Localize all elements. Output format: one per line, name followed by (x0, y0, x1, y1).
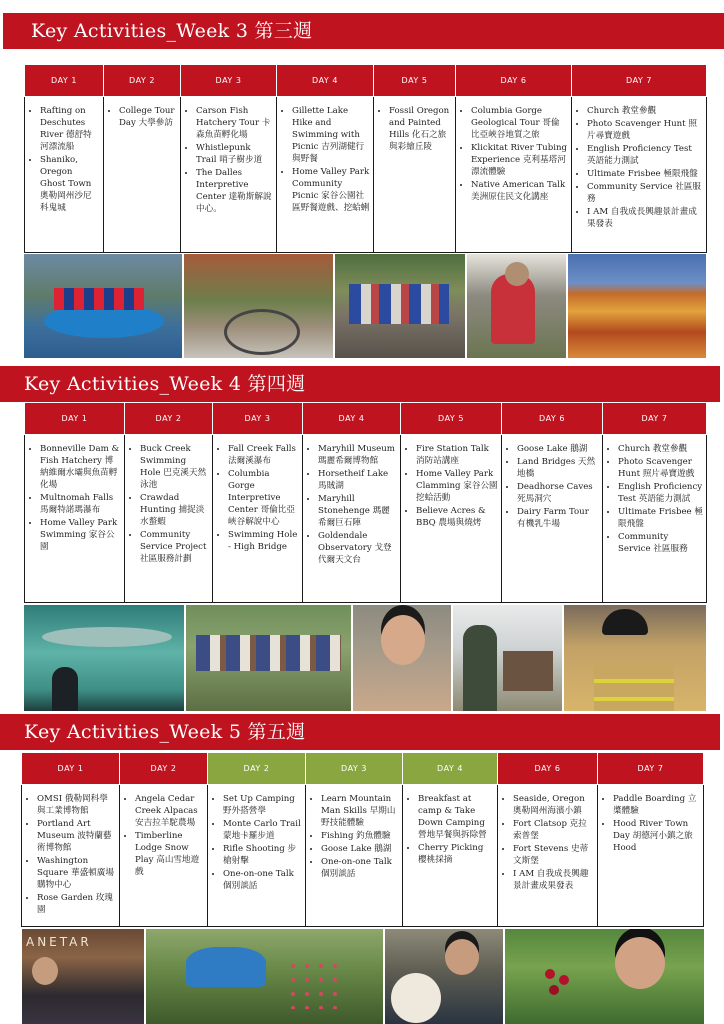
activity-item: • Goose Lake 鵝湖 (321, 843, 399, 855)
activity-item: • Ultimate Frisbee 極限飛盤 (618, 506, 703, 530)
activity-item: • One-on-one Talk 個別談話 (223, 868, 302, 892)
activity-item: • Crawdad Hunting 捕捉淡水螯蝦 (140, 492, 209, 528)
activity-item: • Fall Creek Falls 法爾溪瀑布 (228, 443, 299, 467)
activity-item: • Rose Garden 玫瑰園 (37, 892, 116, 916)
photo-alpaca-girl (385, 929, 503, 1024)
activity-item: • Home Valley Park Swimming 家谷公園 (40, 517, 121, 553)
activity-item: • Carson Fish Hatchery Tour 卡森魚苗孵化場 (196, 105, 273, 141)
activity-item: • Maryhill Stonehenge 瑪麗希爾巨石陣 (318, 493, 397, 529)
activity-item: • Community Service 社區服務 (618, 531, 703, 555)
activity-item: • Church 教堂參觀 (587, 105, 703, 117)
week5-title: Key Activities_Week 5 第五週 (24, 721, 306, 743)
activity-item: • OMSI 俄勒岡科學與工業博物館 (37, 793, 116, 817)
day-header: DAY 6 (502, 403, 603, 435)
activity-item: • Columbia Gorge Geological Tour 哥倫比亞峽谷地質之旅 (471, 105, 568, 141)
activity-item: • Multnomah Falls 馬爾特諾瑪瀑布 (40, 492, 121, 516)
day-header: DAY 2 (104, 65, 181, 97)
week5-photo-strip (22, 929, 704, 1024)
photo-group-forest (186, 605, 352, 711)
activity-item: • Fishing 釣魚體驗 (321, 830, 399, 842)
activity-item: • Paddle Boarding 立槳體驗 (613, 793, 700, 817)
activity-item: • Dairy Farm Tour 有機乳牛場 (517, 506, 599, 530)
week3-schedule (24, 64, 706, 253)
activity-item: • Home Valley Park Clamming 家谷公園挖蛤活動 (416, 468, 498, 504)
activity-item: • English Proficiency Test 英語能力測試 (618, 481, 703, 505)
day-cell (22, 785, 120, 927)
day-header: DAY 7 (603, 403, 707, 435)
activity-item: • College Tour Day 大學參訪 (119, 105, 177, 129)
day-cell (213, 435, 303, 603)
activity-item: • Community Service Project 社區服務計劃 (140, 529, 209, 565)
activity-item: • Seaside, Oregon 奧勒岡州海濱小鎮 (513, 793, 594, 817)
activity-item: • Monte Carlo Trail 蒙地卡羅步道 (223, 818, 302, 842)
day-header: DAY 6 (456, 65, 572, 97)
day-header: DAY 7 (598, 753, 704, 785)
day-header: DAY 3 (181, 65, 277, 97)
activity-item: • Rafting on Deschutes River 德舒特河漂流船 (40, 105, 100, 153)
activity-item: • I AM 自我成長興趣景計畫成果發表 (513, 868, 594, 892)
day-header: DAY 3 (213, 403, 303, 435)
activity-item: • Goldendale Observatory 戈登代爾天文台 (318, 530, 397, 566)
activity-item: • Klickitat River Tubing Experience 克利基塔河漂流體驗 (471, 142, 568, 178)
day-cell (598, 785, 704, 927)
day-header: DAY 4 (303, 403, 401, 435)
week4-title-banner (0, 366, 720, 402)
day-cell (181, 97, 277, 253)
day-cell (208, 785, 306, 927)
photo-trail-bikes (184, 254, 334, 358)
day-header: DAY 2 (125, 403, 213, 435)
day-header: DAY 2 (120, 753, 208, 785)
day-cell (374, 97, 456, 253)
activity-item: • Set Up Camping 野外搭營學 (223, 793, 302, 817)
day-cell (403, 785, 498, 927)
activity-item: • The Dalles Interpretive Center 達勒斯解說中心。 (196, 167, 273, 215)
photo-fish-tank (24, 605, 184, 711)
photo-painted-hills (568, 254, 706, 358)
activity-item: • Horsetheif Lake 馬賊湖 (318, 468, 397, 492)
activity-item: • Church 教堂參觀 (618, 443, 703, 455)
photo-firefighter (564, 605, 706, 711)
day-header: DAY 3 (306, 753, 403, 785)
activity-item: • Cherry Picking 櫻桃採摘 (418, 842, 494, 866)
day-cell (603, 435, 707, 603)
activity-item: • Learn Mountain Man Skills 早期山野技能體驗 (321, 793, 399, 829)
activity-item: • Fossil Oregon and Painted Hills 化石之旅與彩繪丘陵 (389, 105, 452, 153)
activity-item: • Timberline Lodge Snow Play 高山雪地遊戲 (135, 830, 204, 878)
day-cell (125, 435, 213, 603)
day-header: DAY 4 (277, 65, 374, 97)
week5-schedule (21, 752, 703, 927)
day-cell (104, 97, 181, 253)
week5-title-banner (0, 714, 720, 750)
photo-alpaca-trail (146, 929, 383, 1024)
day-header: DAY 2 (208, 753, 306, 785)
day-cell (401, 435, 502, 603)
activity-item: • Breakfast at camp & Take Down Camping 營地早餐與拆除營 (418, 793, 494, 841)
activity-item: • Fort Stevens 史蒂文斯堡 (513, 843, 594, 867)
activity-item: • Community Service 社區服務 (587, 181, 703, 205)
day-cell (572, 97, 707, 253)
activity-item: • Angela Cedar Creek Alpacas 安吉拉羊駝農場 (135, 793, 204, 829)
day-cell (456, 97, 572, 253)
week3-photo-strip (24, 254, 706, 358)
week3-title-banner (3, 13, 724, 49)
activity-item: • Hood River Town Day 胡德河小鎮之旅Hood (613, 818, 700, 854)
activity-item: • Photo Scavenger Hunt 照片尋寶遊戲 (587, 118, 703, 142)
day-cell (502, 435, 603, 603)
day-cell (303, 435, 401, 603)
activity-item: • Whistlepunk Trail 哨子樹步道 (196, 142, 273, 166)
activity-item: • Fire Station Talk 消防站講座 (416, 443, 498, 467)
photo-dairy-farm (453, 605, 563, 711)
day-header: DAY 4 (403, 753, 498, 785)
activity-item: • Goose Lake 鵝湖 (517, 443, 599, 455)
photo-omsi-boys (22, 929, 144, 1024)
activity-item: • I AM 自我成長興趣景計畫成果發表 (587, 206, 703, 230)
week4-photo-strip (24, 605, 706, 711)
day-cell (306, 785, 403, 927)
activity-item: • Bonneville Dam & Fish Hatchery 博納維爾水壩與魚苗孵化場 (40, 443, 121, 491)
activity-item: • Buck Creek Swimming Hole 巴克溪天然泳池 (140, 443, 209, 491)
day-header: DAY 1 (25, 403, 125, 435)
day-header: DAY 5 (401, 403, 502, 435)
day-header: DAY 6 (498, 753, 598, 785)
day-header: DAY 1 (25, 65, 104, 97)
photo-rafting (24, 254, 182, 358)
photo-group-rocks (335, 254, 465, 358)
day-cell (498, 785, 598, 927)
activity-item: • English Proficiency Test 英語能力測試 (587, 143, 703, 167)
activity-item: • Land Bridges 天然地橋 (517, 456, 599, 480)
activity-item: • Washington Square 華盛頓廣場購物中心 (37, 855, 116, 891)
activity-item: • Believe Acres & BBQ 農場與燒烤 (416, 505, 498, 529)
day-cell (120, 785, 208, 927)
photo-sign-text: ANETAR (26, 935, 92, 949)
activity-item: • Deadhorse Caves 死馬洞穴 (517, 481, 599, 505)
activity-item: • Fort Clatsop 克拉索普堡 (513, 818, 594, 842)
activity-item: • Photo Scavenger Hunt 照片尋寶遊戲 (618, 456, 703, 480)
activity-item: • Home Valley Park Community Picnic 家谷公園社區野餐遊戲、挖蛤蜊 (292, 166, 370, 214)
day-cell (277, 97, 374, 253)
activity-item: • Columbia Gorge Interpretive Center 哥倫比亞峽谷解說中心 (228, 468, 299, 528)
photo-hiker (467, 254, 567, 358)
photo-boy-crawdad (353, 605, 451, 711)
activity-item: • Gillette Lake Hike and Swimming with Picnic 吉列湖健行與野餐 (292, 105, 370, 165)
day-header: DAY 5 (374, 65, 456, 97)
day-cell (25, 435, 125, 603)
activity-item: • Maryhill Museum 瑪麗希爾博物館 (318, 443, 397, 467)
activity-item: • Portland Art Museum 波特蘭藝術博物館 (37, 818, 116, 854)
activity-item: • One-on-one Talk 個別談話 (321, 856, 399, 880)
activity-item: • Native American Talk 美洲原住民文化講座 (471, 179, 568, 203)
day-cell (25, 97, 104, 253)
activity-item: • Ultimate Frisbee 極限飛盤 (587, 168, 703, 180)
day-header: DAY 1 (22, 753, 120, 785)
day-header: DAY 7 (572, 65, 707, 97)
activity-item: • Swimming Hole - High Bridge (228, 529, 299, 553)
photo-cherry-picking (505, 929, 704, 1024)
activity-item: • Rifle Shooting 步槍射擊 (223, 843, 302, 867)
week4-schedule (24, 402, 706, 603)
activity-item: • Shaniko, Oregon Ghost Town 奧勒岡州沙尼科鬼城 (40, 154, 100, 214)
week3-title: Key Activities_Week 3 第三週 (31, 20, 313, 42)
week4-title: Key Activities_Week 4 第四週 (24, 373, 306, 395)
